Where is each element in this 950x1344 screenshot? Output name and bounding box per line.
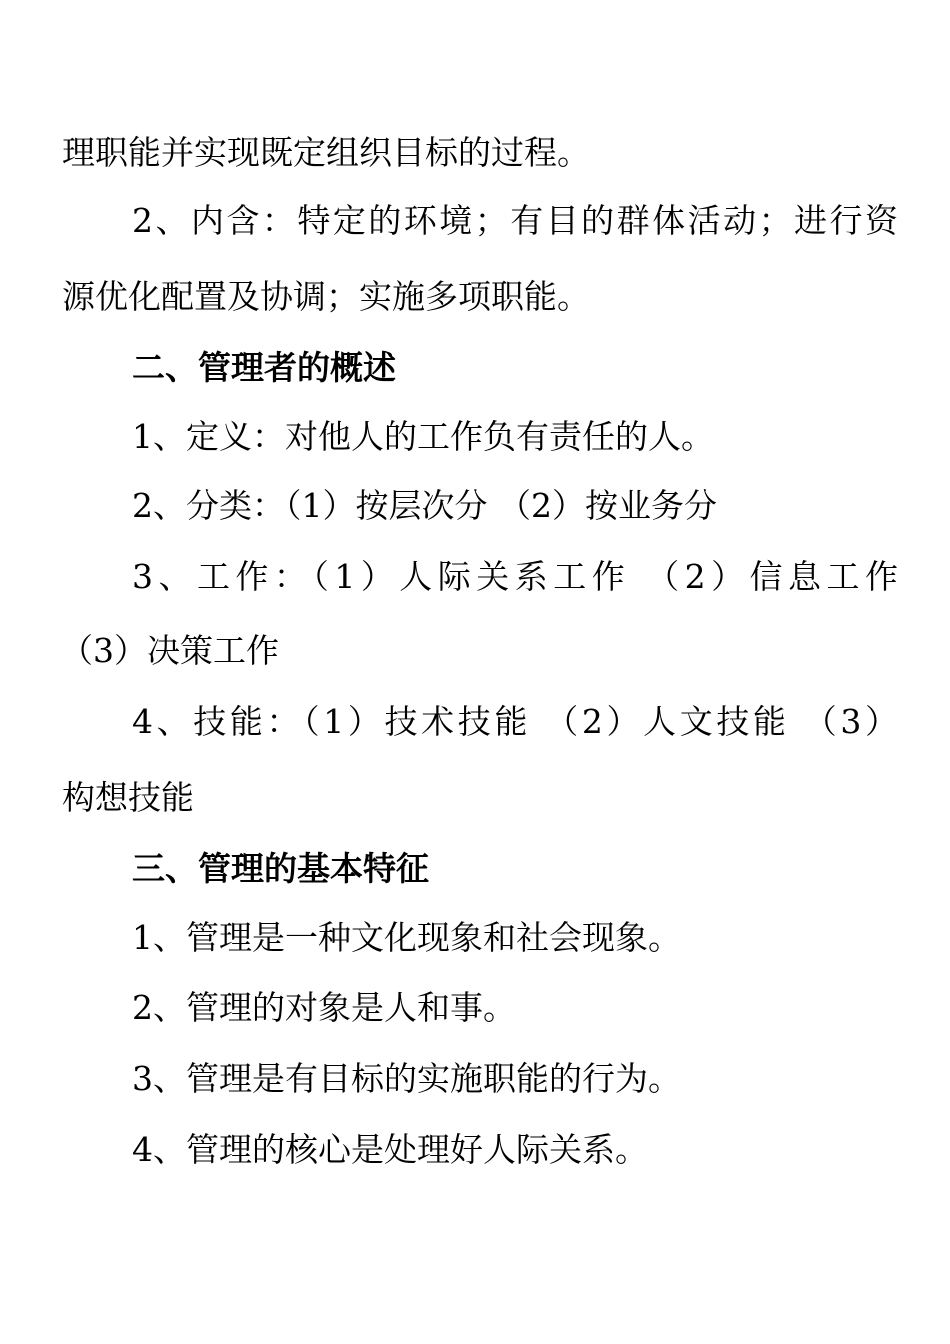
list-item-definition: 1、定义：对他人的工作负有责任的人。 — [132, 417, 714, 456]
list-item-classification: 2、分类：（1）按层次分 （2）按业务分 — [132, 486, 717, 525]
paragraph-connotation-line1: 2、内含：特定的环境；有目的群体活动；进行资 — [132, 201, 898, 240]
list-item-work-line2: （3）决策工作 — [60, 631, 279, 670]
list-item-feature-3: 3、管理是有目标的实施职能的行为。 — [132, 1059, 681, 1098]
list-item-feature-4: 4、管理的核心是处理好人际关系。 — [132, 1130, 648, 1169]
section-heading-managers: 二、管理者的概述 — [132, 348, 396, 387]
paragraph-connotation-line2: 源优化配置及协调；实施多项职能。 — [62, 277, 590, 316]
list-item-skills-line2: 构想技能 — [62, 778, 194, 817]
list-item-feature-1: 1、管理是一种文化现象和社会现象。 — [132, 918, 681, 957]
paragraph-continuation: 理职能并实现既定组织目标的过程。 — [62, 133, 590, 172]
list-item-skills-line1: 4、技能：（1）技术技能 （2）人文技能 （3） — [132, 702, 898, 741]
section-heading-features: 三、管理的基本特征 — [132, 849, 429, 888]
list-item-feature-2: 2、管理的对象是人和事。 — [132, 988, 516, 1027]
list-item-work-line1: 3、工作：（1）人际关系工作 （2）信息工作 — [132, 557, 898, 596]
